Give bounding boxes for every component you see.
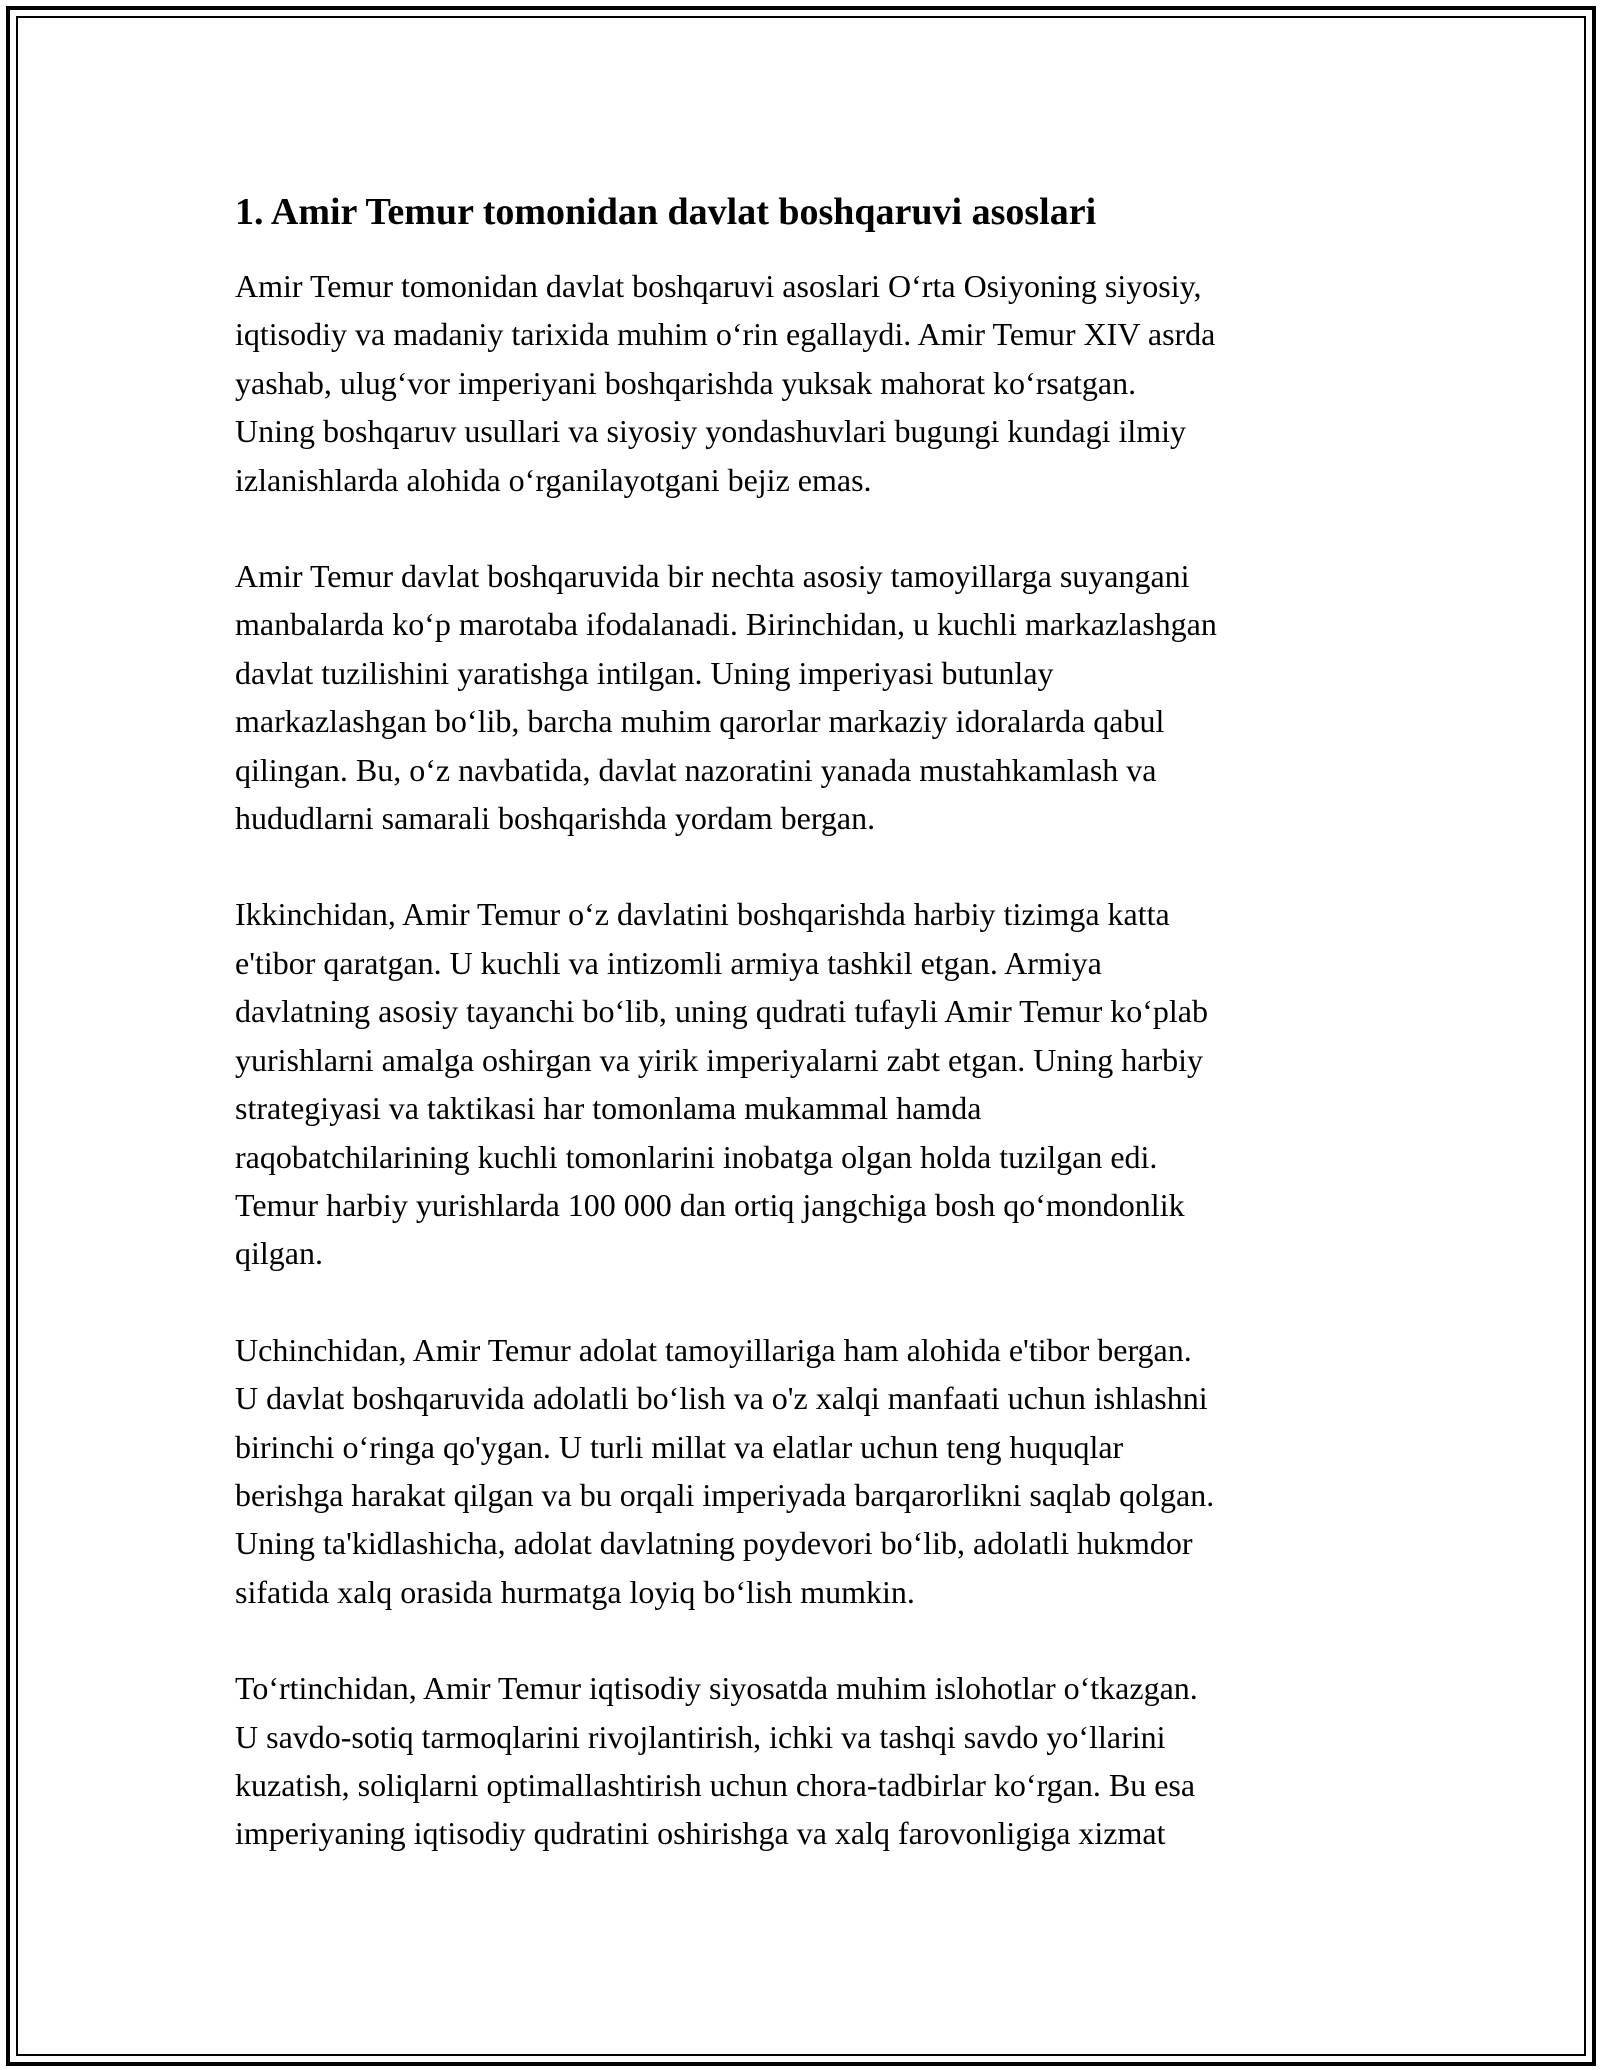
text-line: izlanishlarda alohida o‘rganilayotgani bejiz emas. xyxy=(235,461,872,498)
text-line: Uning boshqaruv usullari va siyosiy yondashuvlari bugungi kundagi ilmiy xyxy=(235,413,1187,450)
text-line: sifatida xalq orasida hurmatga loyiq bo‘lish mumkin. xyxy=(235,1573,915,1610)
text-line: manbalarda ko‘p marotaba ifodalanadi. Birinchidan, u kuchli markazlashgan xyxy=(235,606,1217,643)
text-line: raqobatchilarining kuchli tomonlarini inobatga olgan holda tuzilgan edi. xyxy=(235,1138,1158,1175)
text-line: birinchi o‘ringa qo'ygan. U turli millat va elatlar uchun teng huquqlar xyxy=(235,1428,1124,1465)
text-line: Uchinchidan, Amir Temur adolat tamoyillariga ham alohida e'tibor bergan. xyxy=(235,1331,1192,1368)
text-line: qilgan. xyxy=(235,1235,323,1272)
text-line: Ikkinchidan, Amir Temur o‘z davlatini boshqarishda harbiy tizimga katta xyxy=(235,896,1170,933)
text-line: Temur harbiy yurishlarda 100 000 dan ortiq jangchiga bosh qo‘mondonlik xyxy=(235,1186,1185,1223)
document-title: 1. Amir Temur tomonidan davlat boshqaruvi asoslari xyxy=(235,191,1097,233)
text-line: U savdo-sotiq tarmoqlarini rivojlantirish, ichki va tashqi savdo yo‘llarini xyxy=(235,1718,1166,1755)
text-line: davlat tuzilishini yaratishga intilgan. Uning imperiyasi butunlay xyxy=(235,654,1054,691)
text-line: hududlarni samarali boshqarishda yordam bergan. xyxy=(235,800,876,837)
document-body xyxy=(235,188,1375,1906)
text-line: Uning ta'kidlashicha, adolat davlatning poydevori bo‘lib, adolatli hukmdor xyxy=(235,1525,1193,1562)
text-line: Amir Temur davlat boshqaruvida bir nechta asosiy tamoyillarga suyangani xyxy=(235,558,1190,595)
text-line: berishga harakat qilgan va bu orqali imperiyada barqarorlikni saqlab qolgan. xyxy=(235,1476,1215,1513)
text-line: iqtisodiy va madaniy tarixida muhim o‘rin egallaydi. Amir Temur XIV asrda xyxy=(235,316,1216,353)
text-line: qilingan. Bu, o‘z navbatida, davlat nazoratini yanada mustahkamlash va xyxy=(235,751,1157,788)
text-line: davlatning asosiy tayanchi bo‘lib, uning qudrati tufayli Amir Temur ko‘plab xyxy=(235,993,1208,1030)
text-line: yashab, ulug‘vor imperiyani boshqarishda yuksak mahorat ko‘rsatgan. xyxy=(235,364,1137,401)
text-line: yurishlarni amalga oshirgan va yirik imperiyalarni zabt etgan. Uning harbiy xyxy=(235,1041,1204,1078)
text-line: U davlat boshqaruvida adolatli bo‘lish va o'z xalqi manfaati uchun ishlashni xyxy=(235,1380,1208,1417)
text-line: kuzatish, soliqlarni optimallashtirish uchun chora-tadbirlar ko‘rgan. Bu esa xyxy=(235,1766,1196,1803)
paragraph-4 xyxy=(235,1326,1375,1616)
text-line: Amir Temur tomonidan davlat boshqaruvi asoslari O‘rta Osiyoning siyosiy, xyxy=(235,268,1202,304)
paragraph-2 xyxy=(235,552,1375,842)
paragraph-5 xyxy=(235,1664,1375,1858)
paragraph-1 xyxy=(235,262,1375,504)
text-line: strategiyasi va taktikasi har tomonlama mukammal hamda xyxy=(235,1090,982,1127)
text-line: To‘rtinchidan, Amir Temur iqtisodiy siyosatda muhim islohotlar o‘tkazgan. xyxy=(235,1670,1198,1707)
text-line: markazlashgan bo‘lib, barcha muhim qarorlar markaziy idoralarda qabul xyxy=(235,703,1165,740)
text-line: imperiyaning iqtisodiy qudratini oshirishga va xalq farovonligiga xizmat xyxy=(235,1815,1166,1852)
paragraph-3 xyxy=(235,890,1375,1277)
text-line: e'tibor qaratgan. U kuchli va intizomli armiya tashkil etgan. Armiya xyxy=(235,944,1102,981)
